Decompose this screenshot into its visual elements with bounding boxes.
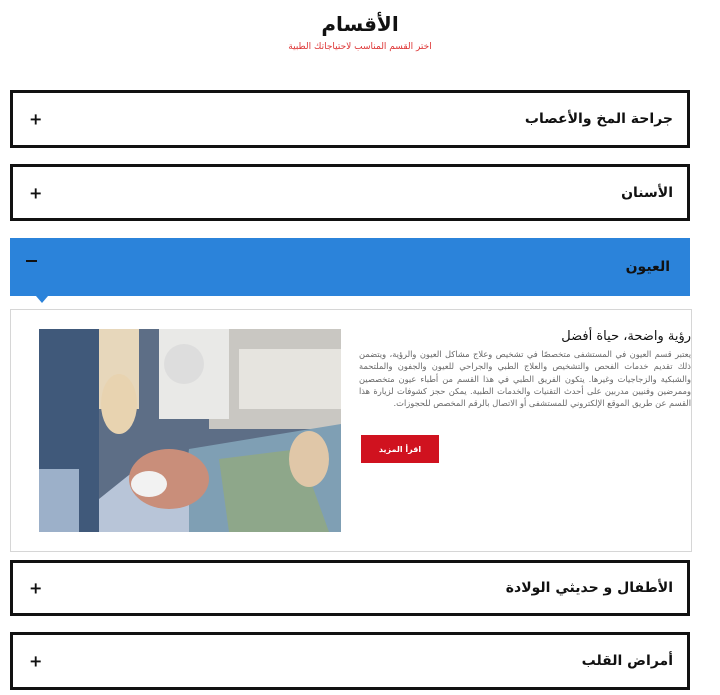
page-subtitle: اختر القسم المناسب لاحتياجاتك الطبية xyxy=(288,42,432,52)
panel-content xyxy=(359,328,691,409)
plus-icon[interactable]: + xyxy=(29,651,43,671)
page-header xyxy=(0,0,720,58)
accordion-label: الأطفال و حديثي الولادة xyxy=(505,580,673,596)
active-pointer-icon xyxy=(36,296,48,303)
minus-icon[interactable] xyxy=(26,260,37,262)
panel-heading: رؤية واضحة، حياة أفضل xyxy=(561,329,691,344)
plus-icon[interactable]: + xyxy=(29,109,43,129)
plus-icon[interactable]: + xyxy=(29,578,43,598)
accordion-item-cardiology[interactable] xyxy=(10,632,690,690)
accordion-panel-ophthalmology xyxy=(10,309,692,552)
accordion-label: أمراض القلب xyxy=(581,653,673,669)
accordion-item-pediatrics[interactable] xyxy=(10,560,690,616)
accordion-label: العيون xyxy=(625,259,670,275)
plus-icon[interactable]: + xyxy=(29,183,43,202)
accordion-item-neurosurgery[interactable] xyxy=(10,90,690,148)
accordion-label: الأسنان xyxy=(621,184,673,201)
read-more-button[interactable]: اقرأ المزيد xyxy=(361,435,439,463)
accordion-label: جراحة المخ والأعصاب xyxy=(524,111,673,127)
panel-description: يعتبر قسم العيون في المستشفى متخصصًا في تشخيص وعلاج مشاكل العيون والرؤية، ويتضمن ذلك تقديم خدمات الفحص والتشخيص والعلاج الطبي والجراحي للعيون والجفون والملتحمة والشبكية والزجاجيات وغيرها. يتكون الفريق الطبي في هذا القسم من أطباء عيون متخصصين وممرضين وفنيين مدربين على أحدث التقنيات والخدمات الطبية. يمكن حجز كشوفات لزيارة هذا القسم عن طريق الموقع الإلكتروني للمستشفى أو الاتصال بالرقم المخصص للحجوزات. xyxy=(359,349,691,409)
accordion-item-dentistry[interactable] xyxy=(10,164,690,221)
accordion-item-ophthalmology[interactable] xyxy=(10,238,690,296)
eye-surgery-photo xyxy=(39,329,341,532)
page-title: الأقسام xyxy=(321,12,399,36)
